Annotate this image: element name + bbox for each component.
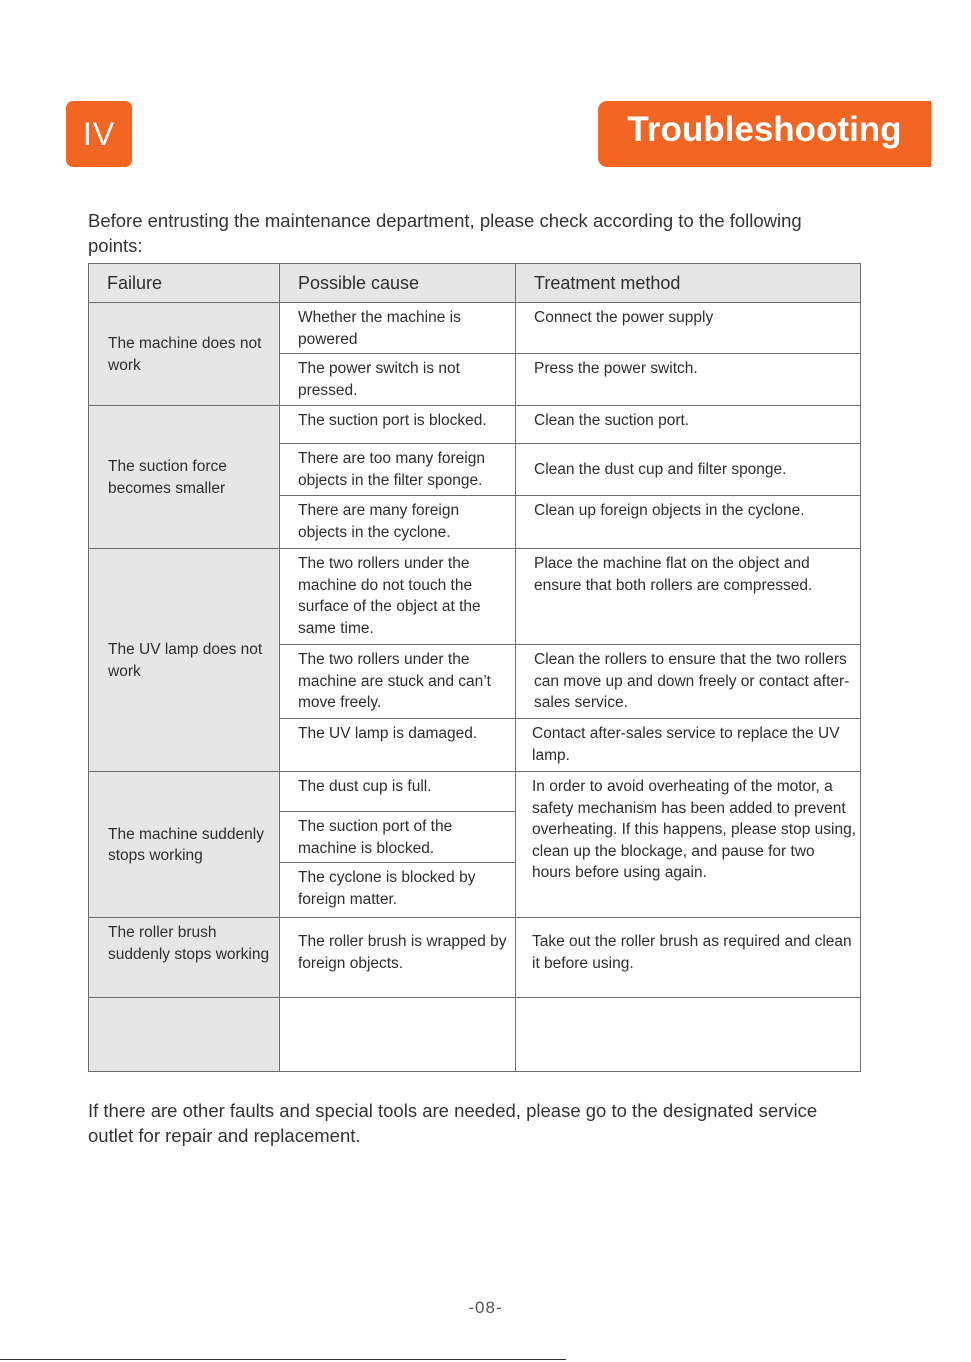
failure-cell: The machine suddenly stops working <box>89 772 280 918</box>
page-number: -08- <box>468 1298 503 1317</box>
table-row <box>89 406 861 444</box>
footer-note: If there are other faults and special tools are needed, please go to the designated service outlet for repair and replacement. <box>88 1100 818 1146</box>
cause-cell: The cyclone is blocked by foreign matter. <box>280 863 516 918</box>
cause-cell: The suction port of the machine is blocked. <box>280 812 516 863</box>
header-failure: Failure <box>89 264 280 303</box>
section-number-badge: IV <box>66 101 132 167</box>
treatment-cell: Place the machine flat on the object and ensure that both rollers are compressed. <box>516 549 861 645</box>
failure-cell: The roller brush suddenly stops working <box>89 918 280 998</box>
cause-cell: The suction port is blocked. <box>280 406 516 444</box>
treatment-cell: Clean the suction port. <box>516 406 861 444</box>
treatment-cell: Take out the roller brush as required and clean it before using. <box>516 918 861 998</box>
failure-cell: The UV lamp does not work <box>89 549 280 772</box>
header-treatment-method: Treatment method <box>516 264 861 303</box>
treatment-cell: Clean the rollers to ensure that the two rollers can move up and down freely or contact after-sales service. <box>516 645 861 719</box>
cause-cell: Whether the machine is powered <box>280 303 516 354</box>
treatment-cell: In order to avoid overheating of the motor, a safety mechanism has been added to prevent overheating. If this happens, please stop using, clean up the blockage, and pause for two hours before using again. <box>516 772 861 918</box>
header-possible-cause: Possible cause <box>280 264 516 303</box>
troubleshooting-table <box>88 263 861 1072</box>
table-row <box>89 918 861 998</box>
cause-cell: There are many foreign objects in the cyclone. <box>280 496 516 549</box>
empty-cause-cell <box>280 998 516 1072</box>
cause-cell: The two rollers under the machine do not touch the surface of the object at the same time. <box>280 549 516 645</box>
treatment-cell: Clean up foreign objects in the cyclone. <box>516 496 861 549</box>
intro-text: Before entrusting the maintenance department, please check according to the following points: <box>88 210 802 256</box>
cause-cell: The roller brush is wrapped by foreign objects. <box>280 918 516 998</box>
treatment-cell: Press the power switch. <box>516 354 861 406</box>
cause-cell: The UV lamp is damaged. <box>280 719 516 772</box>
cause-cell: The two rollers under the machine are stuck and can’t move freely. <box>280 645 516 719</box>
cause-cell: There are too many foreign objects in the filter sponge. <box>280 444 516 496</box>
table-row <box>89 772 861 812</box>
table-header-row <box>89 264 861 303</box>
failure-cell: The suction force becomes smaller <box>89 406 280 549</box>
treatment-cell: Connect the power supply <box>516 303 861 354</box>
failure-cell: The machine does not work <box>89 303 280 406</box>
table-row-empty <box>89 998 861 1072</box>
treatment-cell: Contact after-sales service to replace the UV lamp. <box>516 719 861 772</box>
table-row <box>89 549 861 645</box>
table-row <box>89 303 861 354</box>
page-title: Troubleshooting <box>598 101 931 167</box>
empty-failure-cell <box>89 998 280 1072</box>
cause-cell: The dust cup is full. <box>280 772 516 812</box>
treatment-cell: Clean the dust cup and filter sponge. <box>516 444 861 496</box>
empty-treatment-cell <box>516 998 861 1072</box>
cause-cell: The power switch is not pressed. <box>280 354 516 406</box>
bottom-rule <box>0 1359 566 1360</box>
